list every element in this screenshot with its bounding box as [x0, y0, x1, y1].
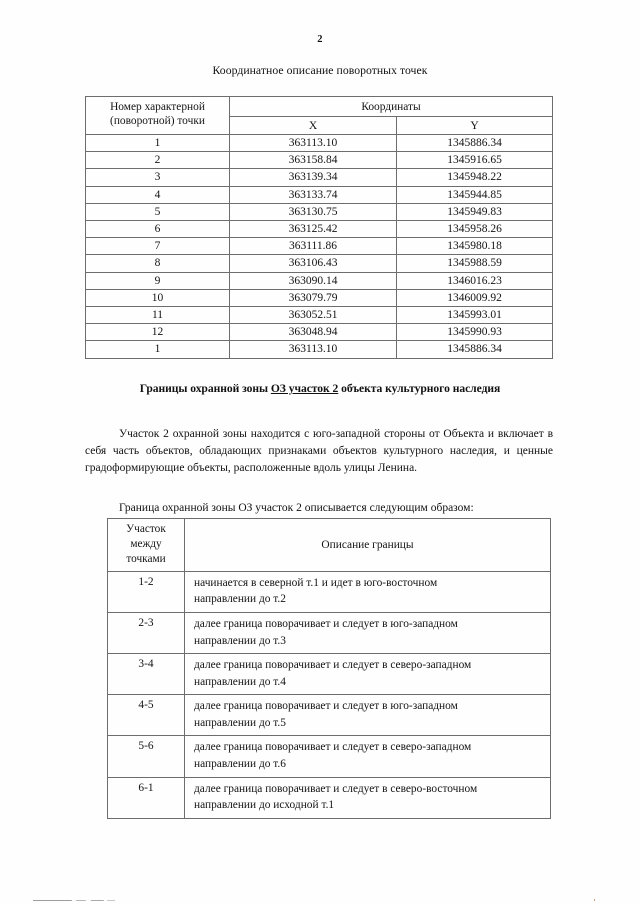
- cell-segment: 5-6: [108, 736, 185, 777]
- table-row: [86, 152, 553, 169]
- description-line-2: направлении до т.5: [194, 716, 286, 729]
- column-header-description: Описание границы: [185, 519, 551, 572]
- column-header-x: X: [230, 117, 397, 135]
- table-row: [86, 169, 553, 186]
- zone-heading-suffix: объекта культурного наследия: [338, 382, 501, 395]
- cell-y: 1345993.01: [397, 307, 553, 324]
- cell-x: 363106.43: [230, 255, 397, 272]
- cell-x: 363130.75: [230, 203, 397, 220]
- cell-point-number: 2: [86, 152, 230, 169]
- cell-y: 1346016.23: [397, 272, 553, 289]
- cell-y: 1345948.22: [397, 169, 553, 186]
- description-line-2: направлении до т.2: [194, 593, 286, 606]
- table-row: [108, 612, 551, 653]
- cell-segment: 3-4: [108, 654, 185, 695]
- cell-segment: 1-2: [108, 571, 185, 612]
- table-row: [86, 221, 553, 238]
- cell-point-number: 11: [86, 307, 230, 324]
- cell-y: 1346009.92: [397, 289, 553, 306]
- paragraph-zone-description: Участок 2 охранной зоны находится с юго-западной стороны от Объекта и включает в себя часть объектов, обладающих признаками объектов культурного наследия, и ценные градоформирующие объекты, расположенные вдоль улицы Ленина.: [85, 427, 553, 475]
- cell-y: 1345944.85: [397, 186, 553, 203]
- column-header-coordinates: Координаты: [230, 97, 553, 117]
- column-header-point-number: Номер характерной (поворотной) точки: [86, 97, 230, 135]
- cell-x: 363111.86: [230, 238, 397, 255]
- cell-x: 363113.10: [230, 341, 397, 358]
- description-line-1: далее граница поворачивает и следует в юго-западном: [194, 617, 458, 630]
- table-row: [86, 238, 553, 255]
- table-row: [86, 307, 553, 324]
- table-row: [86, 289, 553, 306]
- paragraph-border-intro: Граница охранной зоны ОЗ участок 2 описывается следующим образом:: [119, 501, 474, 514]
- table-row: [86, 255, 553, 272]
- description-line-2: направлении до т.3: [194, 634, 286, 647]
- cell-y: 1345980.18: [397, 238, 553, 255]
- cell-x: 363139.34: [230, 169, 397, 186]
- table-row: [86, 324, 553, 341]
- scan-artifact-speck: [594, 899, 595, 901]
- zone-heading: [0, 382, 640, 395]
- table-header-row: [108, 519, 551, 572]
- cell-x: 363090.14: [230, 272, 397, 289]
- cell-y: 1345949.83: [397, 203, 553, 220]
- cell-x: 363113.10: [230, 135, 397, 152]
- border-table-header: [108, 519, 551, 572]
- cell-point-number: 6: [86, 221, 230, 238]
- zone-heading-underlined: ОЗ участок 2: [270, 382, 339, 395]
- description-line-2: направлении до исходной т.1: [194, 799, 335, 812]
- description-line-2: направлении до т.4: [194, 675, 286, 688]
- cell-x: 363133.74: [230, 186, 397, 203]
- cell-description: [185, 571, 551, 612]
- cell-point-number: 10: [86, 289, 230, 306]
- cell-description: [185, 777, 551, 818]
- cell-description: [185, 695, 551, 736]
- table-row: [86, 272, 553, 289]
- table-row: [86, 135, 553, 152]
- table-row: [108, 695, 551, 736]
- cell-point-number: 9: [86, 272, 230, 289]
- table-row: [108, 777, 551, 818]
- cell-x: 363052.51: [230, 307, 397, 324]
- cell-point-number: 4: [86, 186, 230, 203]
- table-row: [108, 571, 551, 612]
- description-line-1: далее граница поворачивает и следует в северо-западном: [194, 741, 472, 754]
- cell-y: 1345886.34: [397, 341, 553, 358]
- cell-x: 363048.94: [230, 324, 397, 341]
- cell-segment: 4-5: [108, 695, 185, 736]
- zone-heading-prefix: Границы охранной зоны: [139, 382, 271, 395]
- table-row: [86, 203, 553, 220]
- border-description-table: [107, 518, 551, 819]
- cell-point-number: 5: [86, 203, 230, 220]
- column-header-segment: Участок между точками: [108, 519, 185, 572]
- cell-y: 1345958.26: [397, 221, 553, 238]
- page-number: 2: [317, 34, 323, 45]
- table-row: [86, 341, 553, 358]
- description-line-1: начинается в северной т.1 и идет в юго-восточном: [194, 576, 438, 589]
- coordinates-table-body: [86, 135, 553, 359]
- cell-point-number: 12: [86, 324, 230, 341]
- cell-x: 363079.79: [230, 289, 397, 306]
- cell-x: 363125.42: [230, 221, 397, 238]
- cell-y: 1345988.59: [397, 255, 553, 272]
- cell-description: [185, 612, 551, 653]
- cell-y: 1345990.93: [397, 324, 553, 341]
- description-line-1: далее граница поворачивает и следует в северо-западном: [194, 659, 472, 672]
- description-line-1: далее граница поворачивает и следует в юго-западном: [194, 700, 458, 713]
- cell-description: [185, 654, 551, 695]
- cell-y: 1345886.34: [397, 135, 553, 152]
- coordinates-table: [85, 96, 553, 359]
- scan-artifact-line: [33, 900, 115, 901]
- cell-y: 1345916.65: [397, 152, 553, 169]
- coordinates-table-header: [86, 97, 553, 135]
- cell-point-number: 1: [86, 135, 230, 152]
- column-header-y: Y: [397, 117, 553, 135]
- cell-x: 363158.84: [230, 152, 397, 169]
- cell-segment: 6-1: [108, 777, 185, 818]
- table-row: [86, 186, 553, 203]
- cell-point-number: 7: [86, 238, 230, 255]
- page-title: Координатное описание поворотных точек: [212, 64, 428, 77]
- border-table-body: [108, 571, 551, 818]
- cell-description: [185, 736, 551, 777]
- table-header-row: [86, 97, 553, 117]
- description-line-1: далее граница поворачивает и следует в северо-восточном: [194, 782, 478, 795]
- cell-segment: 2-3: [108, 612, 185, 653]
- table-row: [108, 736, 551, 777]
- table-row: [108, 654, 551, 695]
- cell-point-number: 1: [86, 341, 230, 358]
- description-line-2: направлении до т.6: [194, 758, 286, 771]
- cell-point-number: 3: [86, 169, 230, 186]
- cell-point-number: 8: [86, 255, 230, 272]
